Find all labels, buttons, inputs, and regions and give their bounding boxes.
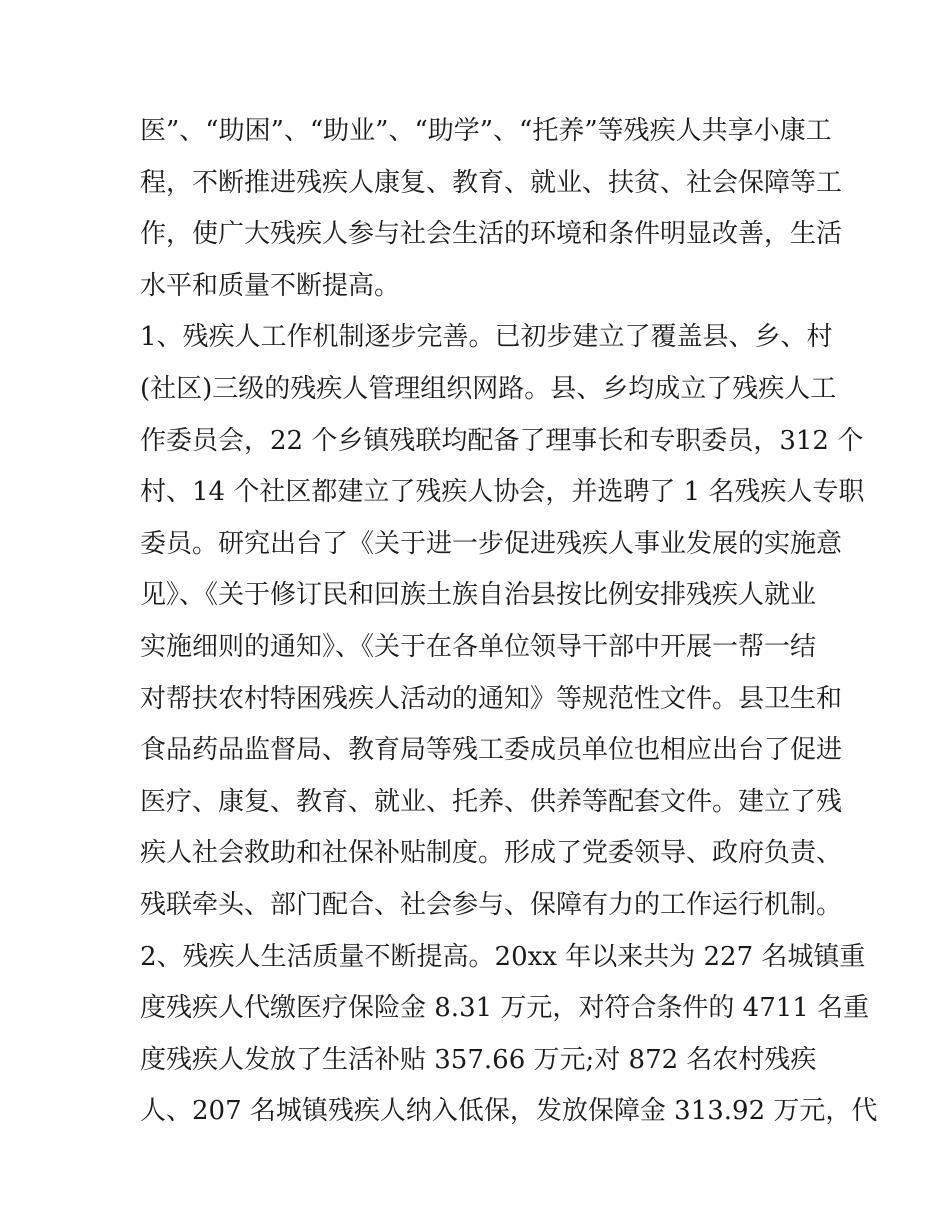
text-line: 残联牵头、部门配合、社会参与、保障有力的工作运行机制。 <box>140 889 843 920</box>
text-line: 见》、《关于修订民和回族土族自治县按比例安排残疾人就业 <box>140 580 817 611</box>
text-line: 2、残疾人生活质量不断提高。20xx 年以来共为 227 名城镇重 <box>140 941 866 972</box>
text-line: 作，使广大残疾人参与社会生活的环境和条件明显改善，生活 <box>140 219 843 250</box>
text-line: 实施细则的通知》、《关于在各单位领导干部中开展一帮一结 <box>140 631 817 662</box>
text-line: 人、207 名城镇残疾人纳入低保，发放保障金 313.92 万元，代 <box>140 1096 878 1127</box>
text-line: 食品药品监督局、教育局等残工委成员单位也相应出台了促进 <box>140 735 843 766</box>
text-line: 委员。研究出台了《关于进一步促进残疾人事业发展的实施意 <box>140 528 843 559</box>
text-line: 1、残疾人工作机制逐步完善。已初步建立了覆盖县、乡、村 <box>140 322 833 353</box>
text-line: 度残疾人代缴医疗保险金 8.31 万元，对符合条件的 4711 名重 <box>140 993 870 1024</box>
text-line: 医”、“助困”、“助业”、“助学”、“托养”等残疾人共享小康工 <box>140 116 832 146</box>
text-line: 村、14 个社区都建立了残疾人协会，并选聘了 1 名残疾人专职 <box>140 477 865 508</box>
text-line: (社区)三级的残疾人管理组织网路。县、乡均成立了残疾人工 <box>140 373 837 404</box>
text-line: 水平和质量不断提高。 <box>140 270 401 301</box>
text-line: 程，不断推进残疾人康复、教育、就业、扶贫、社会保障等工 <box>140 167 843 198</box>
text-line: 对帮扶农村特困残疾人活动的通知》等规范性文件。县卫生和 <box>140 683 843 714</box>
text-line: 疾人社会救助和社保补贴制度。形成了党委领导、政府负责、 <box>140 838 843 869</box>
body-text <box>140 106 878 1138</box>
text-line: 作委员会，22 个乡镇残联均配备了理事长和专职委员，312 个 <box>140 425 864 456</box>
text-line: 度残疾人发放了生活补贴 357.66 万元;对 872 名农村残疾 <box>140 1044 817 1075</box>
text-line: 医疗、康复、教育、就业、托养、供养等配套文件。建立了残 <box>140 786 843 817</box>
